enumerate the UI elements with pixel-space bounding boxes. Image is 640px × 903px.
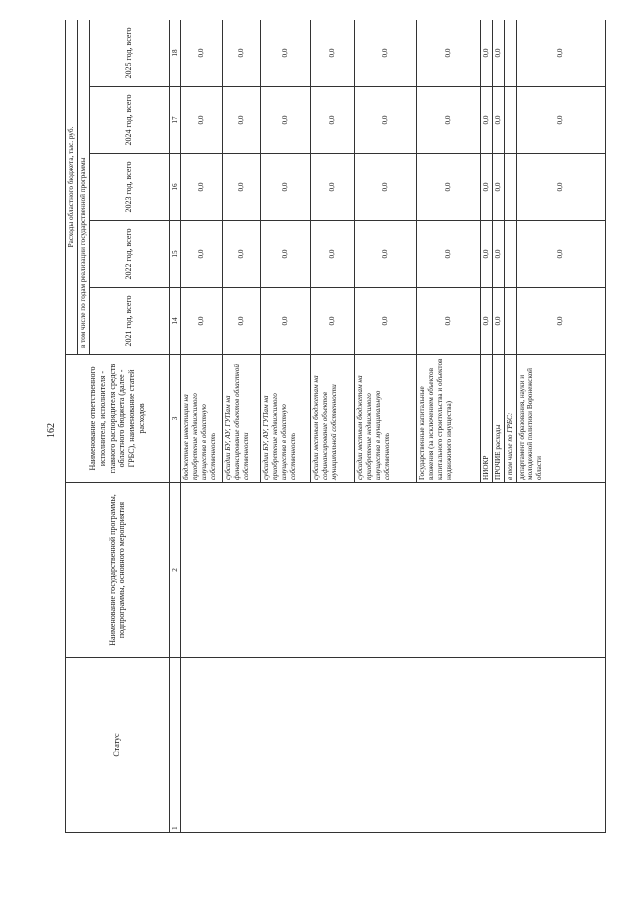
value-cell: 0,0 (181, 288, 223, 355)
row-label: субсидии местным бюджетам на приобретение недвижимого имущества в муниципальную собственность (355, 355, 417, 483)
row-label: субсидии БУ, АУ, ГУПам на финансирование объектов областной собственности (223, 355, 261, 483)
value-cell: 0,0 (311, 288, 355, 355)
header-status: Статус (66, 658, 170, 833)
value-cell: 0,0 (261, 154, 311, 221)
value-cell: 0,0 (493, 288, 505, 355)
header-by-years: в том числе по годам реализации государственной программы (77, 20, 89, 355)
header-year-2025: 2025 год, всего (89, 20, 169, 87)
value-cell: 0,0 (223, 154, 261, 221)
header-grbs: Наименование ответственного исполнителя, исполнителя - главного распорядителя средств областного бюджета (далее - ГРБС), наименование статей расходов (66, 355, 170, 483)
value-cell: 0,0 (181, 87, 223, 154)
value-cell: 0,0 (355, 87, 417, 154)
status-cell (181, 658, 606, 833)
value-cell: 0,0 (181, 20, 223, 87)
value-cell (504, 288, 516, 355)
value-cell: 0,0 (481, 87, 493, 154)
row-label: департамент образования, науки и молодежной политики Воронежской области (516, 355, 605, 483)
value-cell: 0,0 (493, 87, 505, 154)
value-cell: 0,0 (311, 20, 355, 87)
rotated-page (65, 20, 606, 833)
col-number: 14 (169, 288, 181, 355)
row-label: НИОКР (481, 355, 493, 483)
value-cell: 0,0 (311, 221, 355, 288)
col-number: 18 (169, 20, 181, 87)
value-cell: 0,0 (516, 20, 605, 87)
value-cell: 0,0 (481, 221, 493, 288)
row-label: ПРОЧИЕ расходы (493, 355, 505, 483)
header-year-2023: 2023 год, всего (89, 154, 169, 221)
value-cell: 0,0 (516, 288, 605, 355)
header-year-2021: 2021 год, всего (89, 288, 169, 355)
col-number: 1 (169, 658, 181, 833)
value-cell: 0,0 (223, 288, 261, 355)
value-cell: 0,0 (311, 154, 355, 221)
col-number: 2 (169, 483, 181, 658)
value-cell: 0,0 (516, 87, 605, 154)
value-cell: 0,0 (516, 221, 605, 288)
value-cell: 0,0 (223, 221, 261, 288)
col-number: 3 (169, 355, 181, 483)
value-cell: 0,0 (261, 221, 311, 288)
value-cell: 0,0 (493, 154, 505, 221)
value-cell: 0,0 (261, 288, 311, 355)
value-cell: 0,0 (355, 288, 417, 355)
value-cell: 0,0 (261, 20, 311, 87)
value-cell (504, 154, 516, 221)
value-cell: 0,0 (181, 221, 223, 288)
value-cell: 0,0 (355, 20, 417, 87)
value-cell (504, 87, 516, 154)
row-label: в том числе по ГРБС: (504, 355, 516, 483)
value-cell: 0,0 (223, 87, 261, 154)
header-program: Наименование государственной программы, подпрограммы, основного мероприятия (66, 483, 170, 658)
header-expenses: Расходы областного бюджета, тыс. руб. (66, 20, 78, 355)
value-cell: 0,0 (355, 154, 417, 221)
value-cell: 0,0 (223, 20, 261, 87)
row-label: субсидии местным бюджетам на софинансирование объектов муниципальной собственности (311, 355, 355, 483)
value-cell: 0,0 (355, 221, 417, 288)
row-label: бюджетные инвестиции на приобретение недвижимого имущества в областную собственность (181, 355, 223, 483)
col-number: 16 (169, 154, 181, 221)
value-cell (504, 221, 516, 288)
col-number: 15 (169, 221, 181, 288)
value-cell (504, 20, 516, 87)
value-cell: 0,0 (493, 221, 505, 288)
header-year-2024: 2024 год, всего (89, 87, 169, 154)
value-cell: 0,0 (481, 20, 493, 87)
program-cell (181, 483, 606, 658)
row-label: субсидии БУ, АУ, ГУПам на приобретение недвижимого имущества в областную собственность (261, 355, 311, 483)
value-cell: 0,0 (261, 87, 311, 154)
page-number: 162 (46, 423, 57, 438)
header-year-2022: 2022 год, всего (89, 221, 169, 288)
value-cell: 0,0 (417, 87, 481, 154)
value-cell: 0,0 (417, 288, 481, 355)
value-cell: 0,0 (181, 154, 223, 221)
value-cell: 0,0 (481, 154, 493, 221)
rotated-table-container (65, 20, 606, 833)
value-cell: 0,0 (417, 221, 481, 288)
value-cell: 0,0 (311, 87, 355, 154)
value-cell: 0,0 (417, 20, 481, 87)
row-label: Государственные капитальные вложения (за исключением объектов капитального строительства и объектов недвижимого имущества) (417, 355, 481, 483)
value-cell: 0,0 (516, 154, 605, 221)
budget-table (65, 20, 606, 833)
col-number: 17 (169, 87, 181, 154)
value-cell: 0,0 (481, 288, 493, 355)
value-cell: 0,0 (417, 154, 481, 221)
value-cell: 0,0 (493, 20, 505, 87)
